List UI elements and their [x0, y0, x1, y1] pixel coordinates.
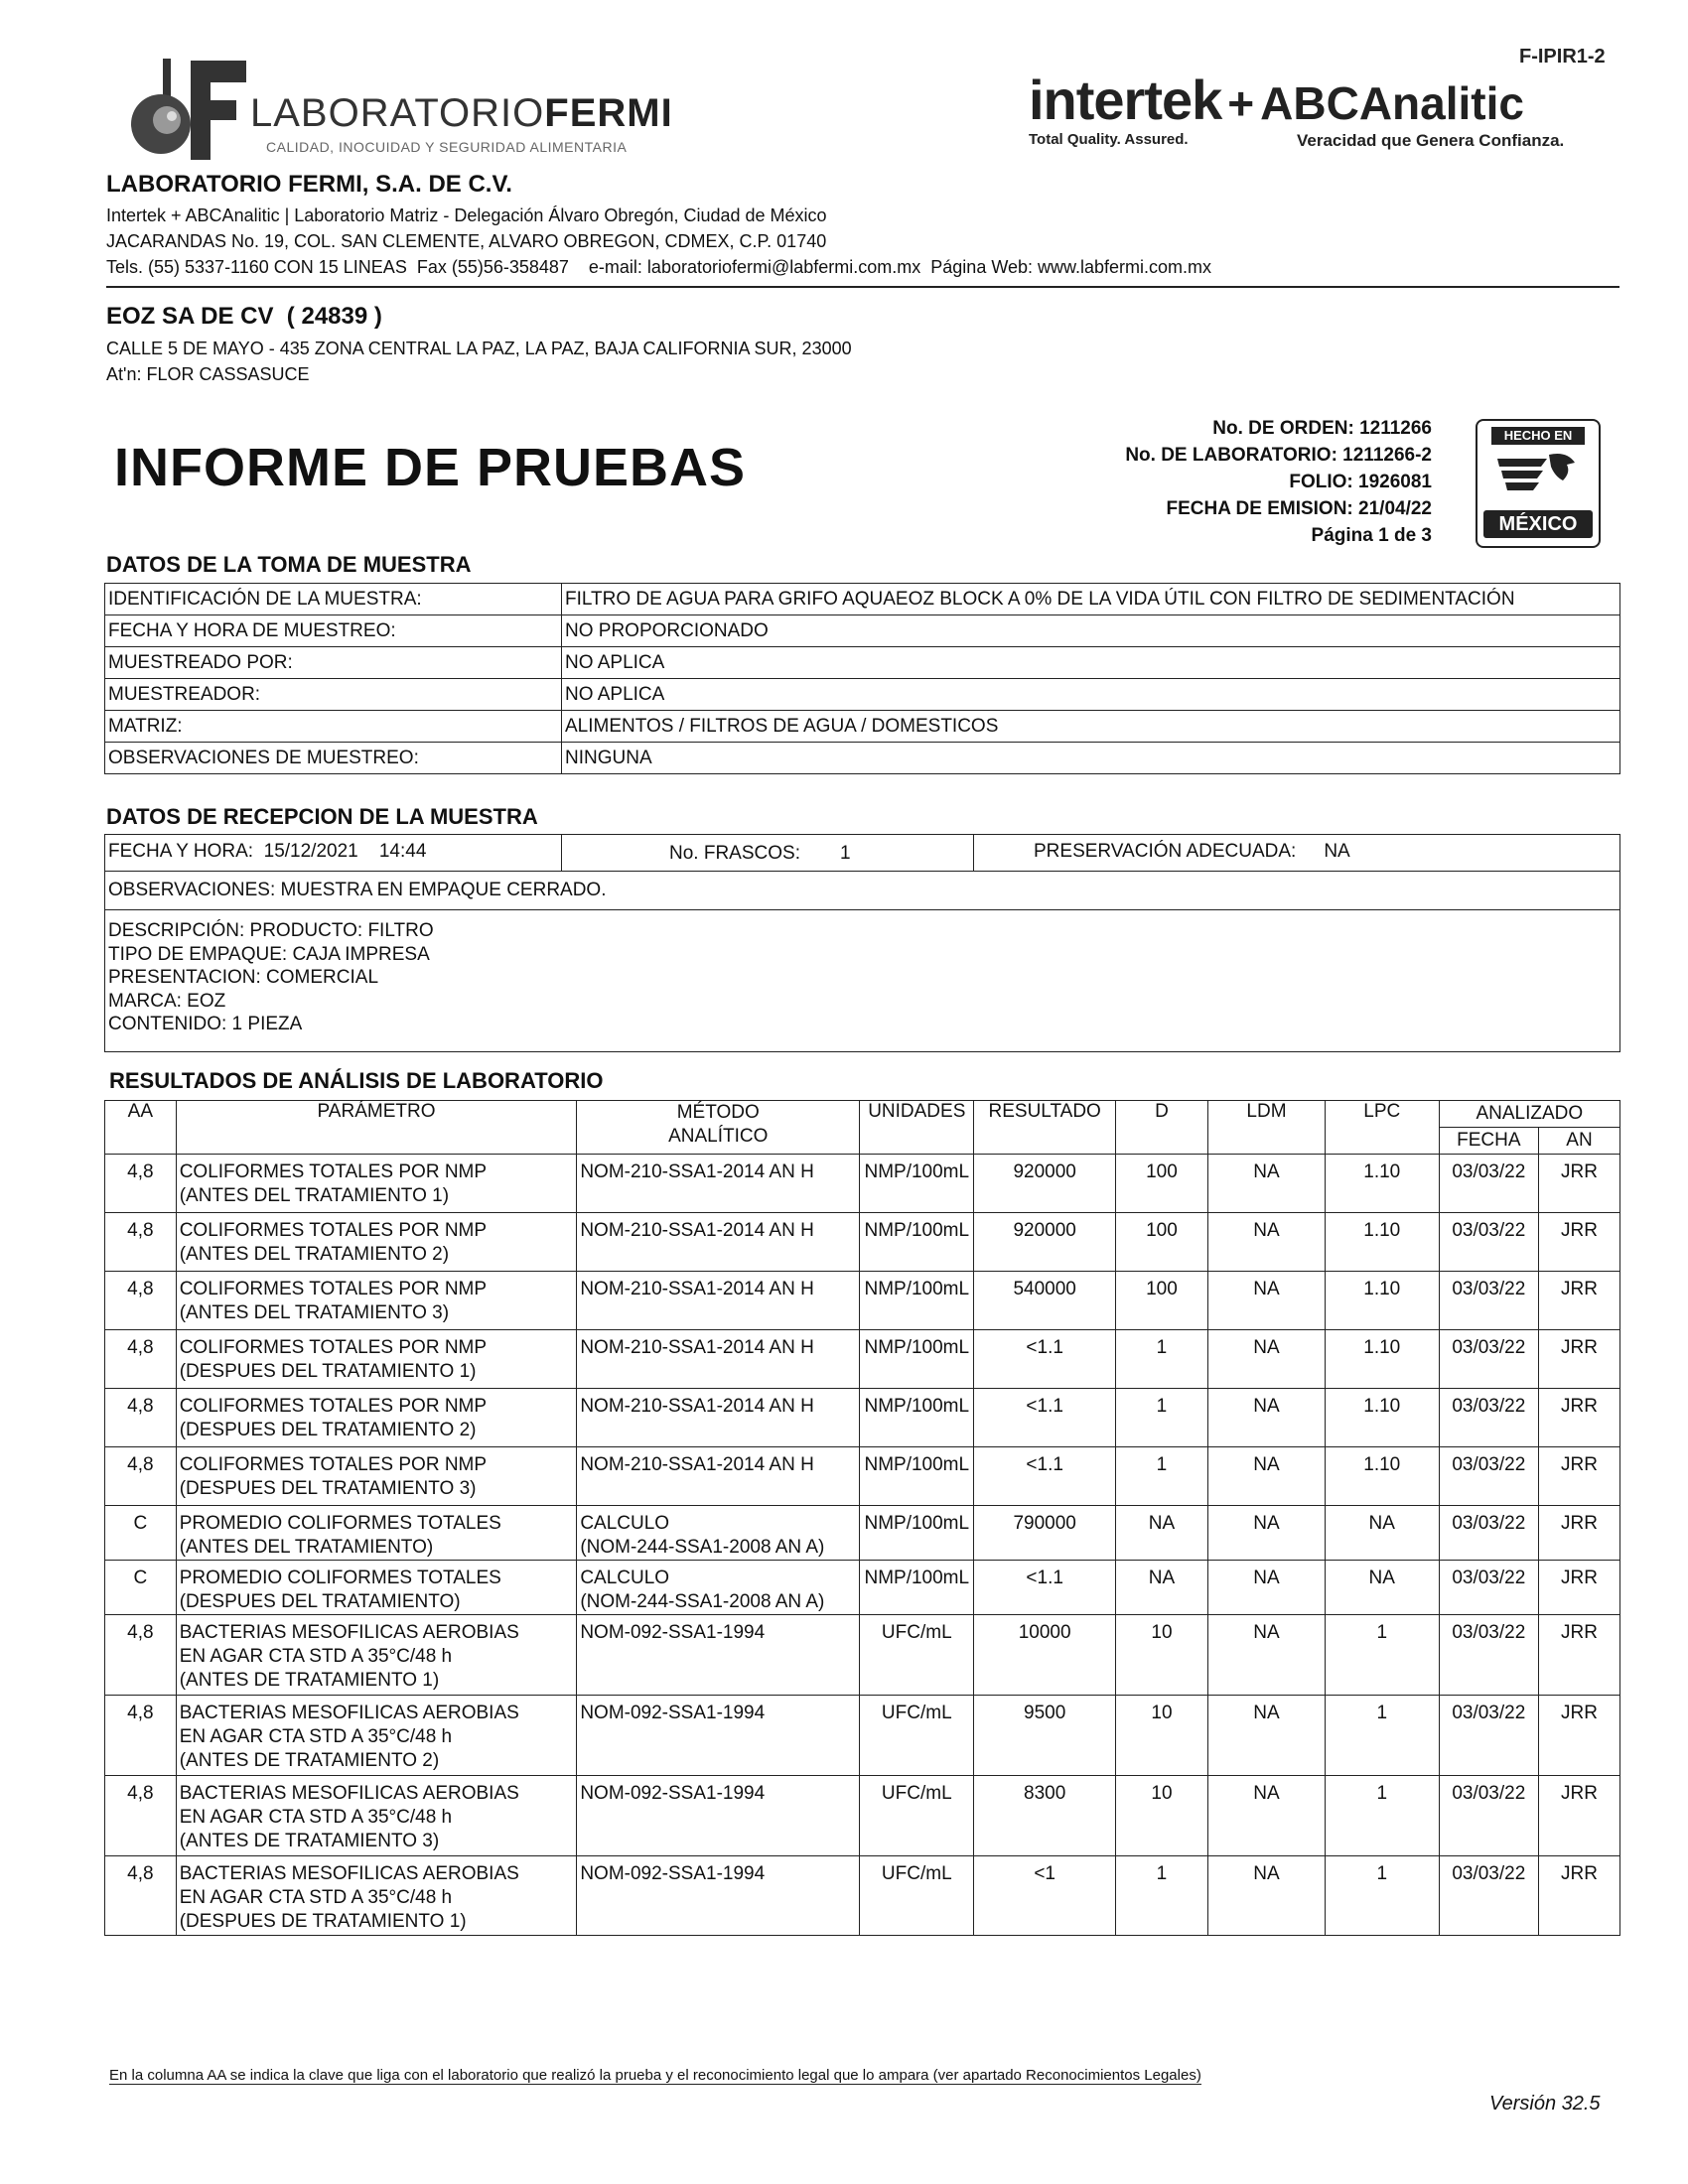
cell-resultado: <1.1	[974, 1389, 1115, 1447]
cell-ldm: NA	[1208, 1615, 1326, 1696]
cell-an: JRR	[1539, 1389, 1620, 1447]
cell-d: 10	[1115, 1696, 1207, 1776]
cell-an: JRR	[1539, 1776, 1620, 1856]
cell-lpc: 1	[1325, 1776, 1439, 1856]
cell-parametro	[176, 1155, 577, 1213]
parametro-line: BACTERIAS MESOFILICAS AEROBIAS	[179, 1863, 519, 1884]
reception-preservation: PRESERVACIÓN ADECUADA: NA	[1034, 841, 1350, 862]
cell-metodo	[577, 1615, 860, 1696]
cell-d: NA	[1115, 1561, 1207, 1615]
parametro-line: COLIFORMES TOTALES POR NMP	[179, 1337, 488, 1358]
cell-unidades: NMP/100mL	[860, 1330, 974, 1389]
lab-name: LABORATORIO FERMI, S.A. DE C.V.	[106, 171, 512, 198]
cell-d: 10	[1115, 1615, 1207, 1696]
metodo-line: NOM-092-SSA1-1994	[580, 1622, 766, 1643]
reception-title: DATOS DE RECEPCION DE LA MUESTRA	[106, 804, 538, 829]
cell-ldm: NA	[1208, 1272, 1326, 1330]
sampling-row	[105, 584, 1620, 615]
description-line: PRESENTACION: COMERCIAL	[108, 967, 379, 988]
metodo-line: NOM-210-SSA1-2014 AN H	[580, 1279, 814, 1299]
sampling-row	[105, 615, 1620, 647]
cell-aa: 4,8	[105, 1447, 177, 1506]
parametro-line: BACTERIAS MESOFILICAS AEROBIAS	[179, 1783, 519, 1804]
sampling-value: NO PROPORCIONADO	[562, 615, 1620, 647]
fermi-logo-text: LABORATORIOFERMI	[250, 91, 673, 135]
cell-lpc: 1.10	[1325, 1155, 1439, 1213]
sampling-label: MUESTREADOR:	[105, 679, 562, 711]
lab-line2: JACARANDAS No. 19, COL. SAN CLEMENTE, ALVARO OBREGON, CDMEX, C.P. 01740	[106, 231, 827, 251]
cell-aa: 4,8	[105, 1389, 177, 1447]
cell-lpc: 1	[1325, 1696, 1439, 1776]
cell-resultado: 920000	[974, 1155, 1115, 1213]
cell-parametro	[176, 1696, 577, 1776]
cell-ldm: NA	[1208, 1389, 1326, 1447]
cell-ldm: NA	[1208, 1330, 1326, 1389]
metodo-line: (NOM-244-SSA1-2008 AN A)	[580, 1537, 825, 1558]
report-meta	[993, 415, 1432, 549]
cell-ldm: NA	[1208, 1213, 1326, 1272]
cell-aa: 4,8	[105, 1330, 177, 1389]
cell-fecha: 03/03/22	[1439, 1615, 1538, 1696]
cell-fecha: 03/03/22	[1439, 1155, 1538, 1213]
cell-ldm: NA	[1208, 1561, 1326, 1615]
reception-observations: OBSERVACIONES: MUESTRA EN EMPAQUE CERRADO.	[105, 871, 1619, 910]
cell-unidades: NMP/100mL	[860, 1272, 974, 1330]
parametro-line: (DESPUES DEL TRATAMIENTO 3)	[179, 1478, 477, 1499]
cell-metodo	[577, 1856, 860, 1936]
cell-aa: C	[105, 1561, 177, 1615]
sample-description	[108, 919, 434, 1036]
cell-lpc: 1	[1325, 1856, 1439, 1936]
metodo-line: CALCULO	[580, 1513, 670, 1534]
parametro-line: (ANTES DE TRATAMIENTO 1)	[179, 1670, 440, 1691]
cell-ldm: NA	[1208, 1447, 1326, 1506]
cell-parametro	[176, 1561, 577, 1615]
reception-row	[105, 835, 1619, 872]
reception-date: FECHA Y HORA: 15/12/2021 14:44	[105, 835, 562, 871]
cell-metodo	[577, 1155, 860, 1213]
version: Versión 32.5	[1489, 2093, 1601, 2115]
cell-ldm: NA	[1208, 1506, 1326, 1561]
cell-d: 1	[1115, 1856, 1207, 1936]
cell-fecha: 03/03/22	[1439, 1330, 1538, 1389]
cell-parametro	[176, 1213, 577, 1272]
cell-metodo	[577, 1272, 860, 1330]
cell-ldm: NA	[1208, 1696, 1326, 1776]
cell-fecha: 03/03/22	[1439, 1856, 1538, 1936]
cell-resultado: <1.1	[974, 1330, 1115, 1389]
cell-d: NA	[1115, 1506, 1207, 1561]
sampling-table	[104, 583, 1620, 774]
client-address: CALLE 5 DE MAYO - 435 ZONA CENTRAL LA PAZ, LA PAZ, BAJA CALIFORNIA SUR, 23000	[106, 339, 852, 358]
cell-d: 1	[1115, 1330, 1207, 1389]
sampling-label: OBSERVACIONES DE MUESTREO:	[105, 743, 562, 774]
parametro-line: EN AGAR CTA STD A 35°C/48 h	[179, 1726, 453, 1747]
hecho-en-mexico-badge	[1476, 419, 1601, 548]
cell-unidades: NMP/100mL	[860, 1561, 974, 1615]
result-row	[105, 1213, 1620, 1272]
cell-ldm: NA	[1208, 1776, 1326, 1856]
cell-an: JRR	[1539, 1856, 1620, 1936]
cell-aa: 4,8	[105, 1856, 177, 1936]
parametro-line: COLIFORMES TOTALES POR NMP	[179, 1161, 488, 1182]
col-resultado: RESULTADO	[974, 1101, 1115, 1155]
metodo-line: NOM-092-SSA1-1994	[580, 1783, 766, 1804]
sampling-label: MATRIZ:	[105, 711, 562, 743]
cell-metodo	[577, 1776, 860, 1856]
cell-fecha: 03/03/22	[1439, 1272, 1538, 1330]
result-row	[105, 1615, 1620, 1696]
intertek-logo: intertek + ABCAnalitic	[1029, 68, 1524, 131]
folio: FOLIO: 1926081	[1289, 472, 1432, 492]
cell-parametro	[176, 1506, 577, 1561]
cell-an: JRR	[1539, 1272, 1620, 1330]
eagle-icon	[1497, 451, 1579, 500]
cell-parametro	[176, 1856, 577, 1936]
parametro-line: PROMEDIO COLIFORMES TOTALES	[179, 1568, 501, 1588]
sampling-row	[105, 679, 1620, 711]
cell-unidades: NMP/100mL	[860, 1506, 974, 1561]
cell-parametro	[176, 1272, 577, 1330]
lab-number: No. DE LABORATORIO: 1211266-2	[1125, 445, 1432, 466]
cell-unidades: NMP/100mL	[860, 1213, 974, 1272]
parametro-line: (ANTES DEL TRATAMIENTO 2)	[179, 1244, 450, 1265]
parametro-line: COLIFORMES TOTALES POR NMP	[179, 1396, 488, 1417]
parametro-line: (DESPUES DEL TRATAMIENTO 2)	[179, 1420, 477, 1440]
cell-unidades: NMP/100mL	[860, 1447, 974, 1506]
results-table	[104, 1100, 1620, 1936]
cell-aa: 4,8	[105, 1213, 177, 1272]
metodo-line: NOM-210-SSA1-2014 AN H	[580, 1161, 814, 1182]
cell-lpc: NA	[1325, 1561, 1439, 1615]
cell-aa: 4,8	[105, 1776, 177, 1856]
cell-an: JRR	[1539, 1155, 1620, 1213]
cell-parametro	[176, 1615, 577, 1696]
col-an: AN	[1539, 1128, 1620, 1155]
metodo-line: CALCULO	[580, 1568, 670, 1588]
cell-fecha: 03/03/22	[1439, 1213, 1538, 1272]
cell-fecha: 03/03/22	[1439, 1776, 1538, 1856]
page-number: Página 1 de 3	[1311, 525, 1432, 546]
result-row	[105, 1696, 1620, 1776]
cell-unidades: UFC/mL	[860, 1776, 974, 1856]
abcanalitic-slogan: Veracidad que Genera Confianza.	[1297, 131, 1565, 150]
intertek-slogan: Total Quality. Assured.	[1029, 131, 1189, 148]
cell-resultado: 920000	[974, 1213, 1115, 1272]
result-row	[105, 1447, 1620, 1506]
metodo-line: NOM-092-SSA1-1994	[580, 1703, 766, 1723]
cell-fecha: 03/03/22	[1439, 1506, 1538, 1561]
metodo-line: NOM-092-SSA1-1994	[580, 1863, 766, 1884]
cell-aa: 4,8	[105, 1272, 177, 1330]
result-row	[105, 1155, 1620, 1213]
cell-metodo	[577, 1506, 860, 1561]
col-fecha: FECHA	[1439, 1128, 1538, 1155]
cell-metodo	[577, 1696, 860, 1776]
cell-aa: C	[105, 1506, 177, 1561]
issue-date: FECHA DE EMISION: 21/04/22	[1166, 498, 1432, 519]
metodo-line: (NOM-244-SSA1-2008 AN A)	[580, 1591, 825, 1612]
result-row	[105, 1776, 1620, 1856]
cell-aa: 4,8	[105, 1615, 177, 1696]
parametro-line: COLIFORMES TOTALES POR NMP	[179, 1454, 488, 1475]
footnote: En la columna AA se indica la clave que liga con el laboratorio que realizó la prueba y el reconocimiento legal que lo ampara (ver apartado Reconocimientos Legales)	[109, 2067, 1201, 2084]
cell-unidades: NMP/100mL	[860, 1389, 974, 1447]
sampling-value: FILTRO DE AGUA PARA GRIFO AQUAEOZ BLOCK A 0% DE LA VIDA ÚTIL CON FILTRO DE SEDIMENTACIÓN	[562, 584, 1620, 615]
cell-d: 100	[1115, 1272, 1207, 1330]
cell-an: JRR	[1539, 1506, 1620, 1561]
result-row	[105, 1561, 1620, 1615]
sampling-value: ALIMENTOS / FILTROS DE AGUA / DOMESTICOS	[562, 711, 1620, 743]
badge-top-text: HECHO EN	[1491, 427, 1585, 445]
cell-metodo	[577, 1447, 860, 1506]
parametro-line: (ANTES DE TRATAMIENTO 2)	[179, 1750, 440, 1771]
description-line: TIPO DE EMPAQUE: CAJA IMPRESA	[108, 943, 430, 965]
cell-resultado: 540000	[974, 1272, 1115, 1330]
sampling-label: MUESTREADO POR:	[105, 647, 562, 679]
cell-an: JRR	[1539, 1213, 1620, 1272]
sampling-row	[105, 743, 1620, 774]
col-lpc: LPC	[1325, 1101, 1439, 1155]
cell-d: 1	[1115, 1447, 1207, 1506]
report-title: INFORME DE PRUEBAS	[114, 438, 747, 497]
cell-fecha: 03/03/22	[1439, 1696, 1538, 1776]
sampling-row	[105, 711, 1620, 743]
cell-lpc: 1.10	[1325, 1330, 1439, 1389]
col-ldm: LDM	[1208, 1101, 1326, 1155]
cell-an: JRR	[1539, 1615, 1620, 1696]
result-row	[105, 1330, 1620, 1389]
cell-fecha: 03/03/22	[1439, 1447, 1538, 1506]
cell-unidades: UFC/mL	[860, 1856, 974, 1936]
cell-an: JRR	[1539, 1330, 1620, 1389]
parametro-line: (ANTES DEL TRATAMIENTO 3)	[179, 1302, 450, 1323]
cell-d: 10	[1115, 1776, 1207, 1856]
cell-resultado: <1.1	[974, 1561, 1115, 1615]
col-metodo: MÉTODO ANALÍTICO	[577, 1101, 860, 1155]
cell-ldm: NA	[1208, 1856, 1326, 1936]
result-row	[105, 1272, 1620, 1330]
col-unidades: UNIDADES	[860, 1101, 974, 1155]
cell-metodo	[577, 1561, 860, 1615]
parametro-line: COLIFORMES TOTALES POR NMP	[179, 1220, 488, 1241]
cell-resultado: 9500	[974, 1696, 1115, 1776]
result-row	[105, 1389, 1620, 1447]
cell-an: JRR	[1539, 1696, 1620, 1776]
lab-contact: Tels. (55) 5337-1160 CON 15 LINEAS Fax (55)56-358487 e-mail: laboratoriofermi@labfermi.com.mx Página Web: www.labfermi.com.mx	[106, 257, 1212, 277]
cell-resultado: 10000	[974, 1615, 1115, 1696]
cell-lpc: 1.10	[1325, 1213, 1439, 1272]
metodo-line: NOM-210-SSA1-2014 AN H	[580, 1220, 814, 1241]
description-line: CONTENIDO: 1 PIEZA	[108, 1014, 303, 1034]
col-d: D	[1115, 1101, 1207, 1155]
sampling-label: FECHA Y HORA DE MUESTREO:	[105, 615, 562, 647]
col-analizado: ANALIZADO	[1439, 1101, 1619, 1128]
parametro-line: EN AGAR CTA STD A 35°C/48 h	[179, 1646, 453, 1667]
sampling-title: DATOS DE LA TOMA DE MUESTRA	[106, 552, 472, 577]
cell-parametro	[176, 1330, 577, 1389]
result-row	[105, 1506, 1620, 1561]
cell-fecha: 03/03/22	[1439, 1389, 1538, 1447]
sampling-value: NO APLICA	[562, 679, 1620, 711]
cell-parametro	[176, 1776, 577, 1856]
cell-lpc: 1.10	[1325, 1447, 1439, 1506]
form-code: F-IPIR1-2	[1519, 46, 1606, 68]
parametro-line: BACTERIAS MESOFILICAS AEROBIAS	[179, 1622, 519, 1643]
order-number: No. DE ORDEN: 1211266	[1212, 418, 1432, 439]
cell-parametro	[176, 1389, 577, 1447]
fermi-logo-icon	[129, 55, 248, 164]
cell-metodo	[577, 1213, 860, 1272]
parametro-line: (DESPUES DEL TRATAMIENTO 1)	[179, 1361, 477, 1382]
results-title: RESULTADOS DE ANÁLISIS DE LABORATORIO	[109, 1068, 604, 1093]
cell-parametro	[176, 1447, 577, 1506]
col-aa: AA	[105, 1101, 177, 1155]
cell-lpc: 1.10	[1325, 1272, 1439, 1330]
parametro-line: PROMEDIO COLIFORMES TOTALES	[179, 1513, 501, 1534]
client-attn: At'n: FLOR CASSASUCE	[106, 364, 310, 384]
parametro-line: (ANTES DEL TRATAMIENTO)	[179, 1537, 434, 1558]
cell-lpc: 1	[1325, 1615, 1439, 1696]
cell-unidades: NMP/100mL	[860, 1155, 974, 1213]
cell-d: 100	[1115, 1155, 1207, 1213]
parametro-line: EN AGAR CTA STD A 35°C/48 h	[179, 1807, 453, 1828]
cell-unidades: UFC/mL	[860, 1696, 974, 1776]
sampling-value: NO APLICA	[562, 647, 1620, 679]
parametro-line: (DESPUES DEL TRATAMIENTO)	[179, 1591, 461, 1612]
sampling-value: NINGUNA	[562, 743, 1620, 774]
cell-resultado: <1	[974, 1856, 1115, 1936]
client-name: EOZ SA DE CV ( 24839 )	[106, 303, 382, 330]
cell-lpc: NA	[1325, 1506, 1439, 1561]
metodo-line: NOM-210-SSA1-2014 AN H	[580, 1454, 814, 1475]
cell-lpc: 1.10	[1325, 1389, 1439, 1447]
parametro-line: (ANTES DE TRATAMIENTO 3)	[179, 1831, 440, 1851]
cell-resultado: <1.1	[974, 1447, 1115, 1506]
parametro-line: EN AGAR CTA STD A 35°C/48 h	[179, 1887, 453, 1908]
description-line: DESCRIPCIÓN: PRODUCTO: FILTRO	[108, 920, 434, 941]
cell-fecha: 03/03/22	[1439, 1561, 1538, 1615]
parametro-line: (DESPUES DE TRATAMIENTO 1)	[179, 1911, 467, 1932]
cell-resultado: 790000	[974, 1506, 1115, 1561]
badge-bottom-text: MÉXICO	[1483, 510, 1593, 538]
cell-metodo	[577, 1330, 860, 1389]
col-parametro: PARÁMETRO	[176, 1101, 577, 1155]
cell-aa: 4,8	[105, 1155, 177, 1213]
parametro-line: COLIFORMES TOTALES POR NMP	[179, 1279, 488, 1299]
fermi-tagline: CALIDAD, INOCUIDAD Y SEGURIDAD ALIMENTARIA	[266, 139, 628, 155]
cell-unidades: UFC/mL	[860, 1615, 974, 1696]
cell-an: JRR	[1539, 1447, 1620, 1506]
header-divider	[106, 286, 1619, 288]
parametro-line: (ANTES DEL TRATAMIENTO 1)	[179, 1185, 450, 1206]
sampling-label: IDENTIFICACIÓN DE LA MUESTRA:	[105, 584, 562, 615]
reception-jars: No. FRASCOS: 1	[562, 835, 974, 871]
cell-d: 1	[1115, 1389, 1207, 1447]
description-line: MARCA: EOZ	[108, 990, 226, 1012]
cell-ldm: NA	[1208, 1155, 1326, 1213]
parametro-line: BACTERIAS MESOFILICAS AEROBIAS	[179, 1703, 519, 1723]
reception-box	[104, 834, 1620, 1052]
cell-resultado: 8300	[974, 1776, 1115, 1856]
cell-metodo	[577, 1389, 860, 1447]
result-row	[105, 1856, 1620, 1936]
cell-aa: 4,8	[105, 1696, 177, 1776]
cell-d: 100	[1115, 1213, 1207, 1272]
lab-line1: Intertek + ABCAnalitic | Laboratorio Matriz - Delegación Álvaro Obregón, Ciudad de México	[106, 205, 827, 225]
metodo-line: NOM-210-SSA1-2014 AN H	[580, 1396, 814, 1417]
sampling-row	[105, 647, 1620, 679]
metodo-line: NOM-210-SSA1-2014 AN H	[580, 1337, 814, 1358]
cell-an: JRR	[1539, 1561, 1620, 1615]
